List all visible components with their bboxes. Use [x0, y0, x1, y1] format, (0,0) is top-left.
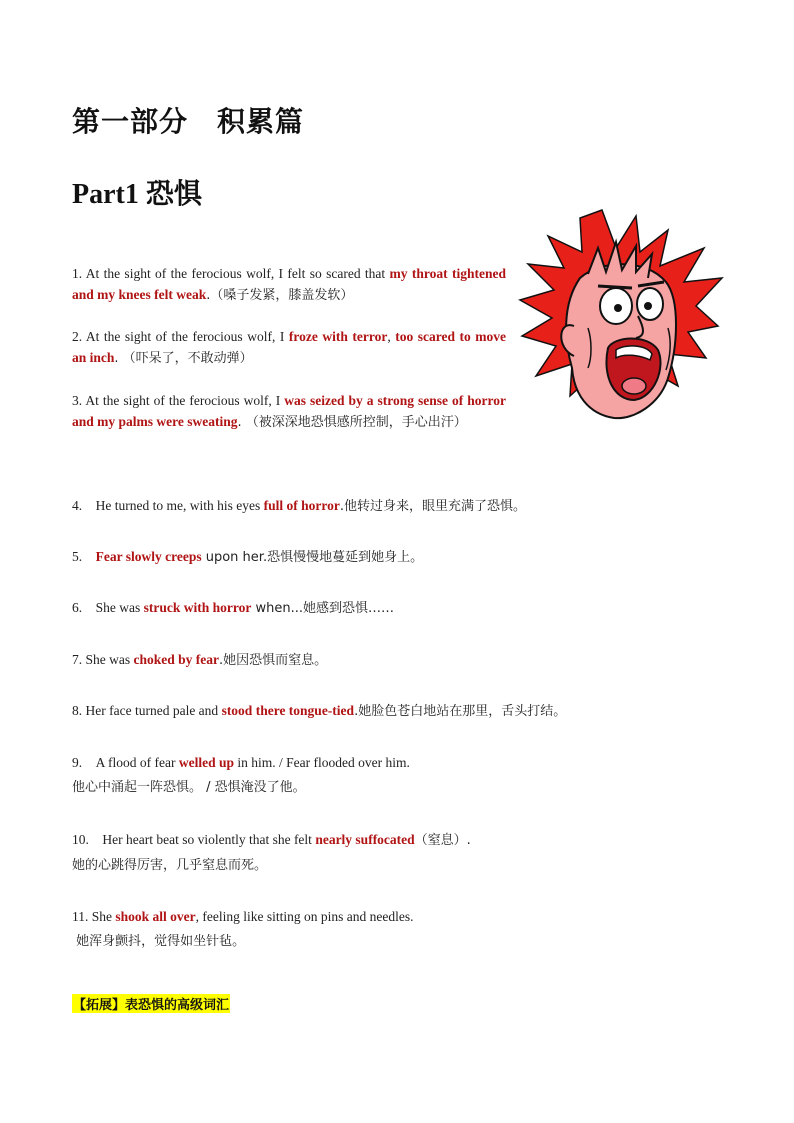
entry-text: 2. At the sight of the ferocious wolf, I [72, 329, 289, 344]
entry-text: 1. At the sight of the ferocious wolf, I felt so scared that [72, 266, 390, 281]
entry-text: , [387, 329, 396, 344]
entry-text: .他转过身来，眼里充满了恐惧。 [339, 499, 526, 514]
entry-text: （窒息）. [414, 833, 471, 848]
entry-highlight: choked by fear [133, 652, 219, 667]
entry-7 [72, 649, 732, 671]
entry-8 [72, 700, 732, 722]
entry-text: 10. Her heart beat so violently that she felt [72, 832, 316, 847]
entry-5 [72, 546, 732, 568]
scared-face-illustration [518, 208, 724, 422]
entry-line-zh: 他心中涌起一阵恐惧。 / 恐惧淹没了他。 [72, 780, 306, 795]
entry-line-en [72, 904, 732, 929]
entry-9 [72, 750, 732, 800]
part-title: Part1 恐惧 [72, 179, 202, 210]
entry-text: 3. At the sight of the ferocious wolf, I [72, 393, 285, 408]
entry-text: 7. She was [72, 652, 134, 667]
entry-highlight: full of horror [263, 498, 340, 513]
entry-text: .（嗓子发紧，膝盖发软） [206, 288, 354, 303]
entry-line-en [72, 750, 732, 775]
entry-text: in him. / Fear flooded over him. [234, 755, 410, 770]
entry-text: upon her.恐惧慢慢地蔓延到她身上。 [201, 550, 424, 565]
entry-1 [72, 263, 506, 306]
entry-highlight: nearly suffocated [315, 832, 415, 847]
entry-highlight: shook all over [115, 909, 196, 924]
entry-highlight: my throat tightened and my knees felt weak [72, 266, 506, 302]
entry-highlight: Fear slowly creeps [95, 549, 202, 564]
entry-text: . （吓呆了，不敢动弹） [114, 351, 253, 366]
entry-highlight: was seized by a strong sense of horror and my palms were sweating [72, 393, 506, 429]
entry-text: 5. [72, 549, 96, 564]
entry-3 [72, 390, 506, 433]
entry-text: 11. She [72, 909, 116, 924]
entry-text: . （被深深地恐惧感所控制，手心出汗） [237, 415, 467, 430]
entry-highlight: stood there tongue-tied [221, 703, 355, 718]
entry-text: .她脸色苍白地站在那里，舌头打结。 [354, 704, 567, 719]
entry-highlight: struck with horror [143, 600, 252, 615]
extension-heading: 【拓展】表恐惧的高级词汇 [72, 994, 230, 1013]
entry-4 [72, 495, 732, 517]
entry-text: 8. Her face turned pale and [72, 703, 222, 718]
entry-6 [72, 597, 732, 619]
entry-line-en [72, 827, 732, 853]
entry-2 [72, 326, 506, 369]
entry-highlight: too scared to move an inch [72, 329, 506, 365]
scared-face-icon [518, 208, 724, 422]
entry-text: .她因恐惧而窒息。 [219, 653, 328, 668]
entry-text: 4. He turned to me, with his eyes [72, 498, 264, 513]
entry-text: 9. A flood of fear [72, 755, 179, 770]
entry-highlight: froze with terror [288, 329, 388, 344]
section-title: 第一部分 积累篇 [72, 107, 305, 138]
entry-11 [72, 904, 732, 954]
entry-line-zh: 她浑身颤抖，觉得如坐针毡。 [72, 934, 246, 949]
entry-text: , feeling like sitting on pins and needles. [195, 909, 414, 924]
entry-highlight: welled up [178, 755, 234, 770]
entry-text: when...她感到恐惧…… [251, 601, 395, 616]
entry-line-zh: 她的心跳得厉害，几乎窒息而死。 [72, 858, 268, 873]
entry-text: 6. She was [72, 600, 144, 615]
entry-10 [72, 827, 732, 878]
